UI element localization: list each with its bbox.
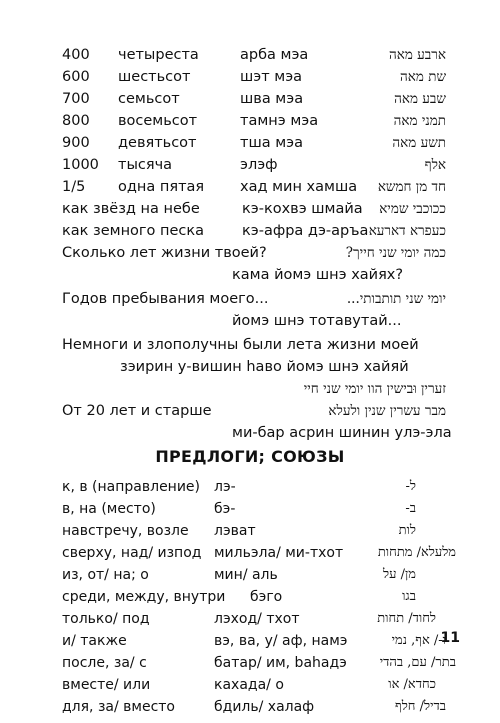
number-value: 600 — [62, 69, 90, 85]
number-hebrew: שת מאה — [400, 69, 446, 85]
preposition-hebrew: ו-/ אף, נמי — [391, 633, 446, 648]
preposition-transliteration: лэход/ тхот — [214, 611, 300, 627]
preposition-row — [62, 674, 456, 696]
preposition-transliteration: кахада/ о — [214, 677, 284, 693]
preposition-hebrew: בגו — [402, 589, 416, 604]
preposition-ru: в, на (место) — [62, 501, 156, 517]
number-value: 400 — [62, 47, 90, 63]
preposition-ru: из, от/ на; о — [62, 567, 149, 583]
few-years-transliteration: зэирин у-вишин hаво йомэ шнэ хайяй — [120, 359, 409, 375]
number-word-ru: четыреста — [118, 47, 199, 63]
question-transliteration: кама йомэ шнэ хайях? — [232, 267, 404, 283]
preposition-transliteration: бэго — [250, 589, 283, 605]
preposition-row — [62, 696, 456, 718]
preposition-hebrew: מן/ על — [383, 567, 416, 582]
number-row — [0, 176, 446, 198]
preposition-hebrew: בדיל/ חלף — [394, 699, 446, 714]
preposition-transliteration: лэват — [214, 523, 256, 539]
number-word-ru: восемьсот — [118, 113, 198, 129]
preposition-hebrew: בתר/ עם, בהדי — [379, 655, 456, 670]
number-row — [0, 132, 446, 154]
number-hebrew: שבע מאה — [394, 91, 446, 107]
preposition-ru: для, за/ вместо — [62, 699, 175, 715]
preposition-row — [62, 564, 456, 586]
preposition-hebrew: לות — [398, 523, 416, 538]
preposition-row — [62, 652, 456, 674]
number-value: 700 — [62, 91, 90, 107]
page-number: 11 — [440, 630, 460, 646]
number-transliteration: шва мэа — [240, 91, 304, 107]
number-hebrew: ארבע מאה — [388, 47, 446, 63]
preposition-transliteration: бдиль/ халаф — [214, 699, 315, 715]
phrase-ru: как звёзд на небе — [62, 201, 200, 217]
preposition-ru: сверху, над/ изпод — [62, 545, 202, 561]
age-ru: От 20 лет и старше — [62, 403, 212, 419]
question-ru: Сколько лет жизни твоей? — [62, 245, 267, 261]
number-value: 800 — [62, 113, 90, 129]
preposition-hebrew: מלעלא/ מתחות — [377, 545, 456, 560]
age-transliteration: ми-бар асрин шинин улэ-эла — [232, 425, 452, 441]
preposition-hebrew: ב- — [405, 501, 416, 516]
preposition-ru: к, в (направление) — [62, 479, 201, 495]
number-hebrew: תשע מאה — [392, 135, 446, 151]
preposition-hebrew: ל- — [405, 479, 416, 494]
preposition-transliteration: лэ- — [214, 479, 236, 495]
preposition-transliteration: бэ- — [214, 501, 236, 517]
phrase-transliteration: кэ-афра дэ-аръа — [242, 223, 369, 239]
preposition-row — [62, 630, 456, 652]
number-transliteration: арба мэа — [240, 47, 309, 63]
number-value: 900 — [62, 135, 90, 151]
answer-hebrew: יומי שני תותבותי... — [346, 291, 446, 307]
preposition-row — [62, 586, 456, 608]
number-transliteration: хад мин хамша — [240, 179, 358, 195]
number-row — [0, 154, 446, 176]
preposition-ru: среди, между, внутри — [62, 589, 226, 605]
number-value: 1000 — [62, 157, 99, 173]
preposition-transliteration: мильэла/ ми-тхот — [214, 545, 344, 561]
preposition-transliteration: вэ, ва, у/ аф, намэ — [214, 633, 348, 649]
preposition-ru: только/ под — [62, 611, 150, 627]
question-hebrew: כמה יומי שני חייך? — [345, 245, 446, 261]
number-row — [0, 44, 446, 66]
number-row — [0, 66, 446, 88]
number-word-ru: девятьсот — [118, 135, 197, 151]
number-transliteration: элэф — [240, 157, 278, 173]
number-hebrew: תמני מאה — [393, 113, 446, 129]
section-heading: ПРЕДЛОГИ; СОЮЗЫ — [155, 447, 345, 466]
preposition-hebrew: כחדא/ או — [388, 677, 436, 692]
answer-transliteration: йомэ шнэ тотавутай... — [232, 313, 402, 329]
preposition-transliteration: батар/ им, bahадэ — [214, 655, 347, 671]
preposition-transliteration: мин/ аль — [214, 567, 278, 583]
preposition-ru: навстречу, возле — [62, 523, 189, 539]
number-transliteration: шэт мэа — [240, 69, 303, 85]
number-transliteration: тамнэ мэа — [240, 113, 319, 129]
answer-ru: Годов пребывания моего... — [62, 291, 269, 307]
phrase-transliteration: кэ-кохвэ шмайа — [242, 201, 363, 217]
preposition-ru: и/ также — [62, 633, 127, 649]
number-hebrew: אלף — [424, 157, 446, 173]
number-row — [0, 88, 446, 110]
few-years-hebrew: זערין וּבישין הוו יומי שני חיי — [303, 381, 446, 397]
number-word-ru: тысяча — [118, 157, 173, 173]
preposition-row — [62, 520, 456, 542]
number-word-ru: шестьсот — [118, 69, 191, 85]
preposition-hebrew: לחוד/ תחות — [377, 611, 436, 626]
number-word-ru: одна пятая — [118, 179, 205, 195]
preposition-row — [62, 476, 456, 498]
preposition-row — [62, 498, 456, 520]
phrase-ru: как земного песка — [62, 223, 205, 239]
preposition-row — [62, 542, 456, 564]
number-word-ru: семьсот — [118, 91, 180, 107]
number-row — [0, 110, 446, 132]
preposition-ru: после, за/ с — [62, 655, 147, 671]
age-hebrew: מבר עשרין שנין ולעלא — [328, 403, 446, 419]
number-hebrew: חד מן חמשא — [377, 179, 446, 195]
preposition-row — [62, 608, 456, 630]
phrase-hebrew: ככוכבי שמיא — [379, 201, 446, 217]
preposition-ru: вместе/ или — [62, 677, 151, 693]
number-value: 1/5 — [62, 179, 86, 195]
few-years-ru: Немноги и злополучны были лета жизни моей — [62, 337, 419, 353]
phrase-hebrew: כעפרא דארעא — [368, 223, 446, 239]
number-transliteration: тша мэа — [240, 135, 303, 151]
